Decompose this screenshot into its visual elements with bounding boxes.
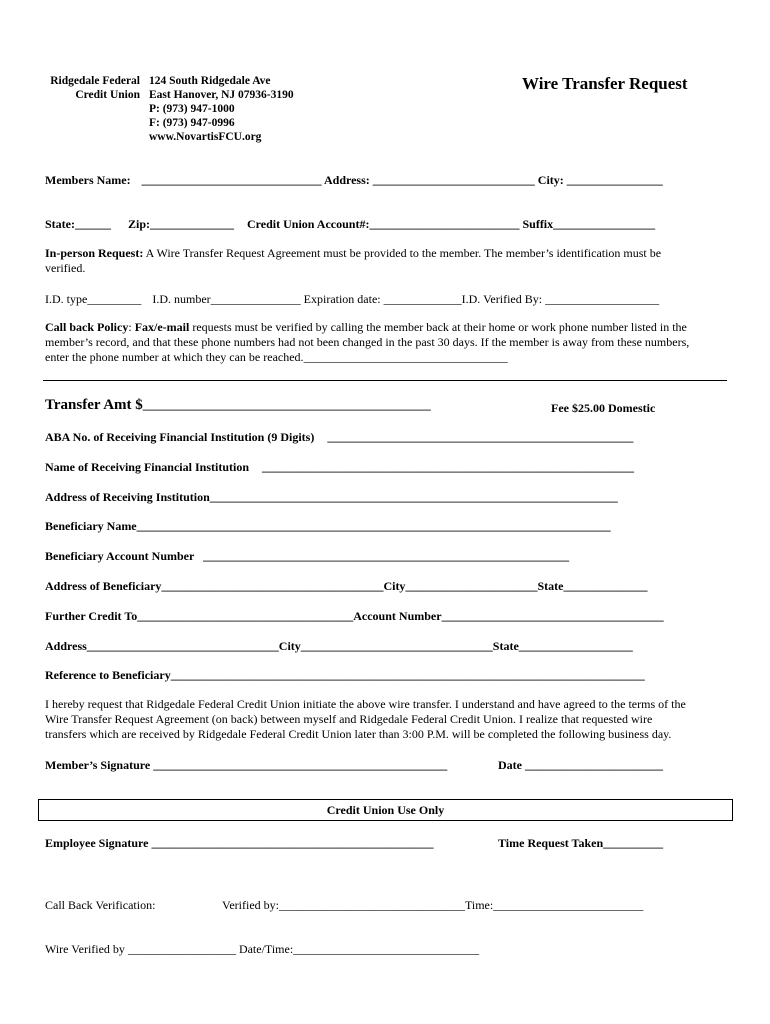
in-person-section — [45, 246, 661, 276]
id-verified-field[interactable]: ___________________ — [545, 292, 660, 306]
beneficiary-account-label: Beneficiary Account Number — [45, 549, 195, 563]
id-expiration-field[interactable]: _____________ — [383, 292, 462, 306]
org-address-line2: East Hanover, NJ 07936-3190 — [149, 89, 294, 101]
reference-field[interactable]: _______________________________________________________________________________ — [170, 668, 645, 682]
receiving-institution-name-row — [45, 460, 634, 475]
receiving-institution-name-field[interactable]: ______________________________________________________________ — [262, 460, 634, 474]
in-person-text-1: A Wire Transfer Request Agreement must be provided to the member. The member’s identification must be — [143, 246, 662, 260]
further-city-label: City — [278, 639, 301, 653]
member-signature-label: Member’s Signature — [45, 758, 151, 772]
org-name-line2: Credit Union — [75, 89, 140, 101]
member-city-label: City: — [537, 173, 564, 187]
beneficiary-address-label: Address of Beneficiary — [45, 579, 162, 593]
transfer-amount-field[interactable]: ________________________________________________ — [142, 398, 431, 412]
id-type-field[interactable]: _________ — [87, 292, 142, 306]
callback-policy-label: Call back Policy — [45, 320, 129, 334]
beneficiary-state-label: State — [537, 579, 564, 593]
reference-row — [45, 668, 645, 683]
member-account-field[interactable]: _________________________ — [369, 217, 520, 231]
further-state-label: State — [492, 639, 519, 653]
member-zip-field[interactable]: ______________ — [150, 217, 235, 231]
member-account-label: Credit Union Account#: — [247, 217, 370, 231]
beneficiary-address-field[interactable]: _____________________________________ — [161, 579, 384, 593]
transfer-amount-label: Transfer Amt $ — [45, 397, 143, 413]
further-address-label: Address — [45, 639, 87, 653]
authorization-line-1: I hereby request that Ridgedale Federal Credit Union initiate the above wire transfer. I understand and have agreed to the terms of the — [45, 697, 686, 711]
member-name-row — [45, 173, 663, 188]
member-date-label: Date — [498, 758, 522, 772]
section-divider — [43, 380, 727, 381]
aba-field[interactable]: ___________________________________________________ — [327, 430, 634, 444]
receiving-institution-name-label: Name of Receiving Financial Institution — [45, 460, 249, 474]
reference-label: Reference to Beneficiary — [45, 668, 171, 682]
member-name-field[interactable]: ______________________________ — [141, 173, 322, 187]
beneficiary-account-row — [45, 549, 569, 564]
org-address-line1: 124 South Ridgedale Ave — [149, 75, 271, 87]
cu-use-only-title: Credit Union Use Only — [326, 803, 445, 817]
callback-policy-text-1: requests must be verified by calling the member back at their home or work phone number listed in the — [189, 320, 687, 334]
authorization-line-2: Wire Transfer Request Agreement (on back) between myself and Ridgedale Federal Credit Union. I realize that requested wire — [45, 712, 653, 726]
beneficiary-state-field[interactable]: ______________ — [563, 579, 648, 593]
further-credit-field[interactable]: ____________________________________ — [137, 609, 354, 623]
fee-label: Fee $25.00 Domestic — [551, 401, 656, 415]
time-request-row — [498, 836, 663, 851]
form-title: Wire Transfer Request — [522, 74, 688, 93]
aba-row — [45, 430, 633, 445]
id-type-label: I.D. type — [45, 292, 88, 306]
member-address-field[interactable]: ___________________________ — [372, 173, 535, 187]
further-credit-label: Further Credit To — [45, 609, 138, 623]
fax-email-label: Fax/e-mail — [134, 320, 190, 334]
member-date-row — [498, 758, 663, 773]
member-suffix-field[interactable]: _________________ — [553, 217, 656, 231]
in-person-text-2: verified. — [45, 261, 86, 275]
receiving-institution-address-label: Address of Receiving Institution — [45, 490, 210, 504]
id-row — [45, 292, 659, 307]
beneficiary-city-field[interactable]: ______________________ — [405, 579, 538, 593]
id-number-label: I.D. number — [152, 292, 211, 306]
time-request-label: Time Request Taken — [498, 836, 604, 850]
beneficiary-name-field[interactable]: _______________________________________________________________________________ — [136, 519, 611, 533]
receiving-institution-address-field[interactable]: ____________________________________________________________________ — [209, 490, 618, 504]
member-suffix-label: Suffix — [522, 217, 554, 231]
verified-by-row — [222, 898, 643, 913]
employee-signature-row — [45, 836, 433, 851]
callback-phone-field[interactable]: __________________________________ — [303, 350, 508, 364]
verified-by-field[interactable]: _______________________________ — [278, 898, 465, 912]
org-name — [40, 74, 140, 102]
member-signature-field[interactable]: ___________________________________________ — [153, 758, 412, 772]
wire-verified-label: Wire Verified by — [45, 942, 128, 956]
beneficiary-address-row — [45, 579, 647, 594]
verified-by-label: Verified by: — [222, 898, 279, 912]
further-credit-account-field[interactable]: _____________________________________ — [441, 609, 664, 623]
further-address-field[interactable]: ________________________________ — [86, 639, 279, 653]
org-name-line1: Ridgedale Federal — [50, 75, 140, 87]
id-number-field[interactable]: _______________ — [210, 292, 301, 306]
member-city-field[interactable]: ________________ — [566, 173, 663, 187]
wire-datetime-label: Date/Time: — [235, 942, 294, 956]
transfer-amount-row — [45, 397, 431, 414]
wire-verified-field[interactable]: __________________ — [127, 942, 236, 956]
org-contact-block — [149, 74, 294, 144]
beneficiary-account-field[interactable]: _____________________________________________________________ — [203, 549, 570, 563]
in-person-label: In-person Request: — [45, 246, 144, 260]
member-state-label: State: — [45, 217, 75, 231]
member-signature-row — [45, 758, 447, 773]
id-verified-label: I.D. Verified By: — [461, 292, 546, 306]
further-address-row — [45, 639, 633, 654]
callback-policy-text-3: enter the phone number at which they can be reached. — [45, 350, 304, 364]
wire-datetime-field[interactable]: _______________________________ — [293, 942, 480, 956]
authorization-text — [45, 697, 686, 742]
further-credit-row — [45, 609, 664, 624]
member-zip-label: Zip: — [128, 217, 151, 231]
member-address-label: Address: — [323, 173, 370, 187]
further-city-field[interactable]: ________________________________ — [300, 639, 493, 653]
callback-policy-text-2: member’s record, and that these phone numbers had not been changed in the past 30 days. If the member is away from these numbers, — [45, 335, 690, 349]
verified-time-field[interactable]: _________________________ — [493, 898, 644, 912]
wire-verified-row — [45, 942, 479, 957]
callback-verification-label: Call Back Verification: — [45, 898, 156, 912]
member-name-label: Members Name: — [45, 173, 131, 187]
verified-time-label: Time: — [464, 898, 494, 912]
further-state-field[interactable]: ___________________ — [518, 639, 633, 653]
org-fax: F: (973) 947-0996 — [149, 117, 235, 129]
id-expiration-label: Expiration date: — [303, 292, 384, 306]
callback-policy-section — [45, 320, 689, 365]
org-website: www.NovartisFCU.org — [149, 131, 262, 143]
cu-use-only-box — [38, 799, 733, 821]
member-signature-field-end[interactable]: ______ — [411, 758, 448, 772]
employee-signature-field[interactable]: _______________________________________________ — [151, 836, 434, 850]
receiving-institution-address-row — [45, 490, 618, 505]
employee-signature-label: Employee Signature — [45, 836, 149, 850]
time-request-field[interactable]: __________ — [603, 836, 664, 850]
aba-label: ABA No. of Receiving Financial Institution (9 Digits) — [45, 430, 315, 444]
callback-policy-colon: : — [128, 320, 135, 334]
further-credit-account-label: Account Number — [353, 609, 442, 623]
org-phone: P: (973) 947-1000 — [149, 103, 235, 115]
beneficiary-city-label: City — [383, 579, 406, 593]
beneficiary-name-label: Beneficiary Name — [45, 519, 137, 533]
beneficiary-name-row — [45, 519, 611, 534]
member-date-field[interactable]: _______________________ — [525, 758, 663, 772]
member-state-row — [45, 217, 655, 232]
member-state-field[interactable]: ______ — [75, 217, 111, 231]
authorization-line-3: transfers which are received by Ridgedale Federal Credit Union later than 3:00 P.M. will be completed the following business day. — [45, 727, 672, 741]
